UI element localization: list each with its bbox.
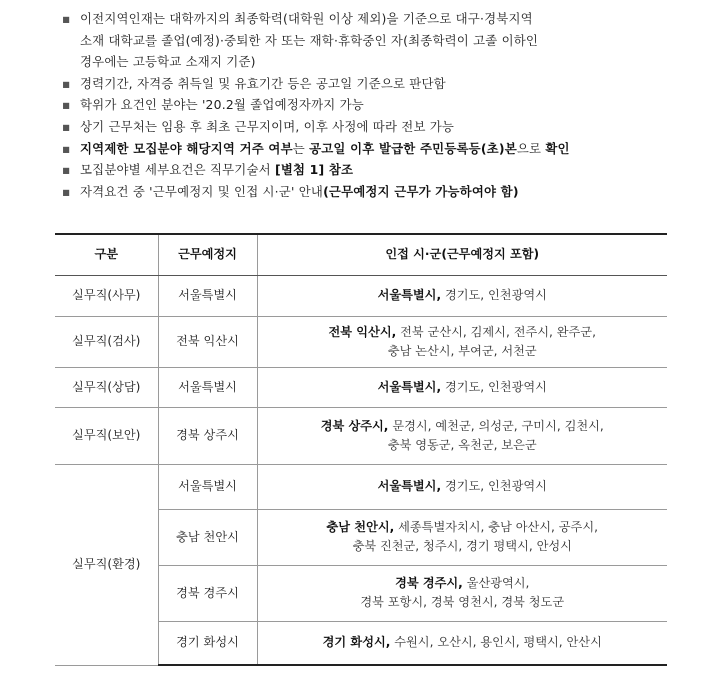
location-cell: 서울특별시 [158,275,257,316]
primary-area: 경북 경주시, [395,576,463,590]
table-row [55,464,667,509]
note-line [80,51,668,73]
note-text: 소재 대학교를 졸업(예정)·중퇴한 자 또는 재학·휴학중인 자(최종학력이 고졸 이하인 [80,32,539,48]
table-row [55,275,667,316]
note-item [58,116,668,138]
note-text: 으로 [516,140,546,156]
adjacent-area-cell [257,464,667,509]
bullet-icon: ▪ [62,97,71,113]
other-areas-line2: 충북 영동군, 옥천군, 보은군 [387,437,537,452]
other-areas: 수원시, 오산시, 용인시, 평택시, 안산시 [390,635,602,650]
header-division: 구분 [55,234,158,275]
table-row [55,367,667,407]
note-item [58,181,668,203]
other-areas: 경기도, 인천광역시 [441,479,547,493]
note-text: 경력기간, 자격증 취득일 및 유효기간 등은 공고일 기준으로 판단함 [80,75,446,91]
other-areas: 경기도, 인천광역시 [441,288,547,302]
division-cell: 실무직(사무) [55,275,158,316]
primary-area: 충남 천안시, [326,520,395,534]
adjacent-area-cell [257,621,667,665]
header-location: 근무예정지 [158,234,257,275]
other-areas: 전북 군산시, 김제시, 전주시, 완주군, [396,324,596,339]
note-emphasis: 지역제한 모집분야 해당지역 거주 여부 [80,140,293,156]
note-text: 자격요건 중 '근무예정지 및 인접 시·군' 안내 [80,183,324,199]
other-areas: 경기도, 인천광역시 [441,379,547,394]
adjacent-area-cell [257,367,667,407]
note-emphasis: 확인 [545,140,570,156]
note-item [58,8,668,73]
location-cell: 경기 화성시 [158,621,257,665]
division-cell: 실무직(보안) [55,407,158,464]
note-line [80,181,668,203]
location-cell: 서울특별시 [158,367,257,407]
other-areas-line2: 충남 논산시, 부여군, 서천군 [387,343,537,358]
bullet-icon: ▪ [62,140,71,156]
other-areas-line2: 충북 진천군, 청주시, 경기 평택시, 안성시 [352,539,572,553]
other-areas: 세종특별자치시, 충남 아산시, 공주시, [394,520,598,534]
note-text: 모집분야별 세부요건은 직무기술서 [80,162,275,178]
note-line [80,159,668,181]
note-text: 경우에는 고등학교 소재지 기준) [80,54,256,70]
location-cell: 경북 상주시 [158,407,257,464]
requirements-notes [58,8,668,202]
primary-area: 서울특별시, [377,379,442,394]
location-cell: 경북 경주시 [158,565,257,621]
adjacent-region-table [55,233,667,666]
table-row [55,316,667,367]
note-line [80,116,668,138]
adjacent-area-cell [257,565,667,621]
note-line [80,73,668,95]
primary-area: 서울특별시, [377,479,442,493]
division-cell: 실무직(상담) [55,367,158,407]
location-cell: 전북 익산시 [158,316,257,367]
bullet-icon: ▪ [62,162,71,178]
note-text: 상기 근무처는 임용 후 최초 근무지이며, 이후 사정에 따라 전보 가능 [80,118,455,134]
table-row [55,407,667,464]
bullet-icon: ▪ [62,11,71,26]
adjacent-area-cell [257,275,667,316]
note-item [58,94,668,116]
note-line [80,94,668,116]
note-emphasis: 공고일 이후 발급한 주민등록등(초)본 [309,140,517,156]
bullet-icon: ▪ [62,75,71,91]
note-item [58,138,668,160]
note-text: 학위가 요건인 분야는 '20.2월 졸업예정자까지 가능 [80,97,364,113]
note-item [58,159,668,181]
other-areas-line2: 경북 포항시, 경북 영천시, 경북 청도군 [360,595,565,609]
note-text: 이전지역인재는 대학까지의 최종학력(대학원 이상 제외)을 기준으로 대구·경북지역 [80,11,533,26]
location-cell: 서울특별시 [158,464,257,509]
division-cell: 실무직(검사) [55,316,158,367]
primary-area: 경북 상주시, [320,418,389,433]
table-header-row [55,234,667,275]
primary-area: 서울특별시, [377,288,442,302]
bullet-icon: ▪ [62,183,71,199]
adjacent-area-cell [257,316,667,367]
note-line [80,30,668,52]
other-areas: 문경시, 예천군, 의성군, 구미시, 김천시, [388,418,604,433]
note-emphasis: (근무예정지 근무가 가능하여야 함) [323,183,519,199]
note-line [80,138,668,160]
division-cell: 실무직(환경) [55,464,158,665]
note-emphasis: [별첨 1] 참조 [274,162,354,178]
note-item [58,73,668,95]
adjacent-area-cell [257,407,667,464]
bullet-icon: ▪ [62,118,71,134]
primary-area: 전북 익산시, [328,324,397,339]
note-line [80,8,668,30]
other-areas: 울산광역시, [462,576,530,590]
header-adjacent-area: 인접 시·군(근무예정지 포함) [257,234,667,275]
note-text: 는 [292,140,310,156]
adjacent-area-cell [257,509,667,565]
location-cell: 충남 천안시 [158,509,257,565]
primary-area: 경기 화성시, [322,635,391,650]
